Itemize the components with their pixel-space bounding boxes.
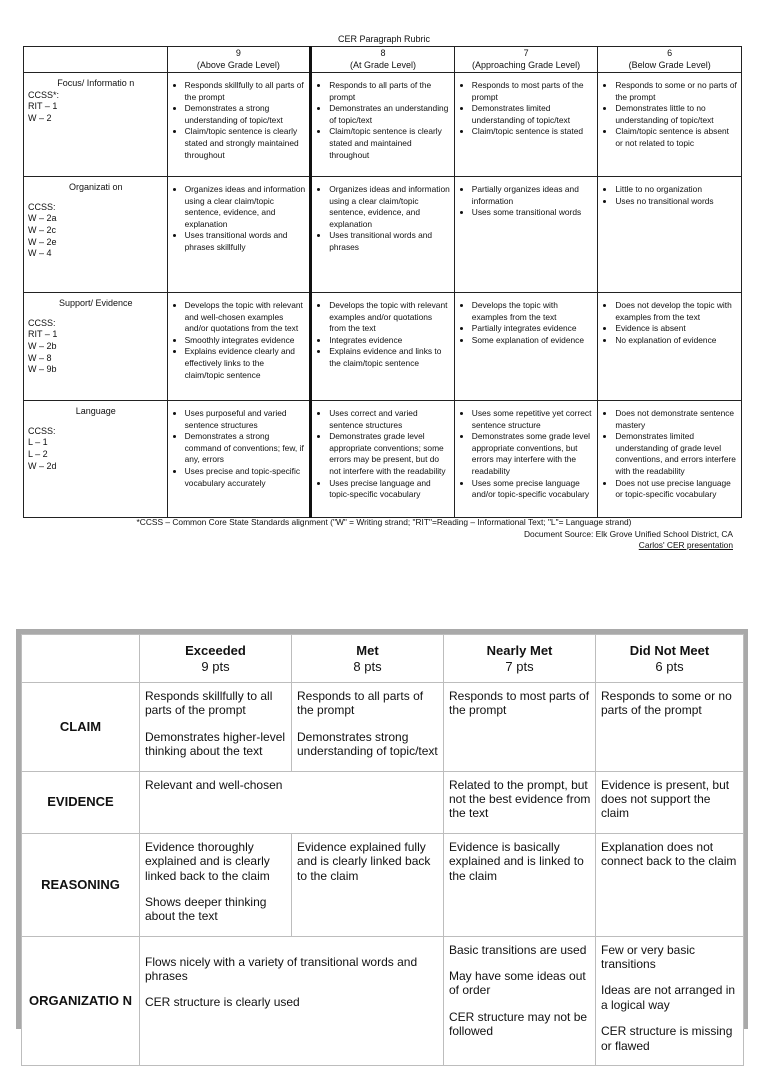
level-header-met: Met 8 pts bbox=[292, 635, 444, 683]
corner-cell bbox=[22, 635, 140, 683]
criterion-bullet: • Demonstrates grade level appropriate conventions; some errors may be present, but do not interfere with the readability bbox=[329, 431, 450, 477]
ccss-code: RIT – 1 bbox=[28, 329, 58, 340]
bullet-list bbox=[456, 178, 597, 219]
criterion-bullet: • Demonstrates limited understanding of grade level conventions, and errors interfere with the readability bbox=[615, 431, 737, 477]
ccss-code: L – 1 bbox=[28, 437, 48, 448]
criterion-bullet: • Develops the topic with relevant and well-chosen examples and/or quotations from the text bbox=[185, 300, 306, 335]
descriptor-text: Evidence explained fully and is clearly linked back to the claim bbox=[297, 839, 431, 883]
claim-row bbox=[22, 683, 744, 772]
criterion-bullet: • Develops the topic with examples from the text bbox=[472, 300, 594, 323]
criterion-bullet: • Explains evidence and links to the claim/topic sentence bbox=[329, 346, 450, 369]
organization-row bbox=[22, 936, 744, 1065]
bullet-list bbox=[456, 74, 597, 138]
criterion-label bbox=[24, 293, 168, 401]
reasoning-met-cell bbox=[292, 833, 444, 936]
bullet-list bbox=[169, 294, 309, 381]
rubric1-row-support-evidence bbox=[24, 293, 742, 401]
reasoning-nearly-met-cell bbox=[444, 833, 596, 936]
document-source: Document Source: Elk Grove Unified School District, CA bbox=[524, 529, 733, 539]
rubric-cell bbox=[167, 73, 311, 177]
criterion-bullet: • Demonstrates a strong understanding of topic/text bbox=[185, 103, 306, 126]
criterion-bullet: • No explanation of evidence bbox=[615, 335, 737, 347]
cer-points-rubric-frame bbox=[16, 629, 748, 1053]
descriptor-text: Evidence is basically explained and is linked to the claim bbox=[449, 839, 584, 883]
rubric-cell bbox=[311, 177, 455, 293]
criterion-title: Support/ Evidence bbox=[59, 298, 133, 308]
criterion-label bbox=[24, 401, 168, 518]
criterion-bullet: • Responds to most parts of the prompt bbox=[472, 80, 594, 103]
rubric1-row-language bbox=[24, 401, 742, 518]
cer-presentation-link[interactable]: Carlos' CER presentation bbox=[638, 540, 733, 550]
criterion-bullet: • Does not develop the topic with examples from the text bbox=[615, 300, 737, 323]
criterion-bullet: • Uses precise and topic-specific vocabulary accurately bbox=[185, 466, 306, 489]
criterion-bullet: • Uses some repetitive yet correct sentence structure bbox=[472, 408, 594, 431]
evidence-did-not-meet-cell bbox=[596, 771, 744, 833]
ccss-code: CCSS*: bbox=[28, 89, 60, 100]
criterion-bullet: • Organizes ideas and information using a clear claim/topic sentence, evidence, and explanation bbox=[185, 184, 306, 230]
rubric-cell bbox=[454, 177, 598, 293]
bullet-list bbox=[313, 402, 453, 501]
ccss-code: W – 8 bbox=[28, 352, 52, 363]
corner-cell bbox=[24, 47, 168, 73]
descriptor-text: Evidence is present, but does not support the claim bbox=[601, 777, 730, 821]
criterion-bullet: • Explains evidence clearly and effectively links to the claim/topic sentence bbox=[185, 346, 306, 381]
rubric-cell bbox=[598, 177, 742, 293]
criterion-bullet: • Claim/topic sentence is clearly stated and strongly maintained throughout bbox=[185, 126, 306, 161]
reasoning-did-not-meet-cell bbox=[596, 833, 744, 936]
criterion-bullet: • Claim/topic sentence is clearly stated and maintained throughout bbox=[329, 126, 450, 161]
organization-nearly-met-cell bbox=[444, 936, 596, 1065]
rubric-cell bbox=[598, 73, 742, 177]
claim-nearly-met-cell bbox=[444, 683, 596, 772]
descriptor-text: Demonstrates strong understanding of topic/text bbox=[297, 729, 438, 759]
bullet-list bbox=[313, 294, 453, 370]
claim-did-not-meet-cell bbox=[596, 683, 744, 772]
criterion-bullet: • Partially integrates evidence bbox=[472, 323, 594, 335]
criterion-title: Focus/ Informatio n bbox=[57, 78, 135, 88]
rubric-cell bbox=[311, 401, 455, 518]
criterion-title: Language bbox=[75, 406, 116, 416]
bullet-list bbox=[599, 74, 740, 150]
evidence-nearly-met-cell bbox=[444, 771, 596, 833]
descriptor-text: Relevant and well-chosen bbox=[145, 777, 283, 792]
descriptor-text: Evidence thoroughly explained and is clearly linked back to the claim bbox=[145, 839, 270, 883]
rubric-cell bbox=[311, 293, 455, 401]
descriptor-text: May have some ideas out of order bbox=[449, 969, 586, 998]
ccss-code: W – 2a bbox=[28, 213, 57, 224]
criterion-bullet: • Uses transitional words and phrases skillfully bbox=[185, 230, 306, 253]
ccss-code: RIT – 1 bbox=[28, 101, 58, 112]
criterion-label bbox=[24, 177, 168, 293]
reasoning-exceeded-cell bbox=[140, 833, 292, 936]
level-header-exceeded: Exceeded 9 pts bbox=[140, 635, 292, 683]
level-header-nearly-met: Nearly Met 7 pts bbox=[444, 635, 596, 683]
descriptor-text: Ideas are not arranged in a logical way bbox=[601, 983, 736, 1012]
organization-did-not-meet-cell bbox=[596, 936, 744, 1065]
descriptor-text: Explanation does not connect back to the claim bbox=[601, 839, 737, 869]
rubric-cell bbox=[167, 401, 311, 518]
rubric-cell bbox=[167, 293, 311, 401]
criterion-title: Organizati on bbox=[69, 182, 123, 192]
ccss-code: W – 4 bbox=[28, 248, 52, 259]
rubric-cell bbox=[311, 73, 455, 177]
criterion-label: ORGANIZATIO N bbox=[22, 936, 140, 1065]
bullet-list bbox=[313, 74, 453, 161]
descriptor-text: Basic transitions are used bbox=[449, 942, 587, 957]
criterion-bullet: • Demonstrates a strong command of conventions; few, if any, errors bbox=[185, 431, 306, 466]
criterion-label bbox=[24, 73, 168, 177]
criterion-bullet: • Responds to all parts of the prompt bbox=[329, 80, 450, 103]
descriptor-text: Shows deeper thinking about the text bbox=[145, 894, 267, 924]
criterion-bullet: • Uses some precise language and/or topic-specific vocabulary bbox=[472, 478, 594, 501]
descriptor-text: CER structure may not be followed bbox=[449, 1009, 588, 1039]
criterion-label: CLAIM bbox=[22, 683, 140, 772]
cer-paragraph-rubric-table bbox=[23, 46, 742, 518]
criterion-bullet: • Little to no organization bbox=[615, 184, 737, 196]
bullet-list bbox=[599, 178, 740, 207]
rubric1-row-focus bbox=[24, 73, 742, 177]
criterion-bullet: • Uses some transitional words bbox=[472, 207, 594, 219]
criterion-bullet: • Responds skillfully to all parts of the prompt bbox=[185, 80, 306, 103]
descriptor-text: CER structure is missing or flawed bbox=[601, 1024, 733, 1053]
criterion-label: EVIDENCE bbox=[22, 771, 140, 833]
level-header-8: 8 (At Grade Level) bbox=[311, 47, 455, 73]
organization-exceeded-met-cell bbox=[140, 936, 444, 1065]
ccss-code: L – 2 bbox=[28, 449, 48, 460]
bullet-list bbox=[313, 178, 453, 254]
ccss-code: CCSS: bbox=[28, 201, 56, 212]
rubric-cell bbox=[598, 401, 742, 518]
descriptor-text: CER structure is clearly used bbox=[145, 995, 300, 1010]
descriptor-text: Responds to most parts of the prompt bbox=[449, 689, 590, 718]
criterion-bullet: • Does not demonstrate sentence mastery bbox=[615, 408, 737, 431]
evidence-exceeded-met-cell bbox=[140, 771, 444, 833]
evidence-row bbox=[22, 771, 744, 833]
claim-exceeded-cell bbox=[140, 683, 292, 772]
ccss-code: W – 2b bbox=[28, 341, 57, 352]
rubric-cell bbox=[454, 293, 598, 401]
rubric-cell bbox=[454, 73, 598, 177]
criterion-bullet: • Demonstrates limited understanding of topic/text bbox=[472, 103, 594, 126]
descriptor-text: Flows nicely with a variety of transitional words and phrases bbox=[145, 954, 418, 984]
ccss-code: W – 2e bbox=[28, 236, 57, 247]
rubric1-row-organization bbox=[24, 177, 742, 293]
rubric-cell bbox=[454, 401, 598, 518]
criterion-bullet: • Claim/topic sentence is stated bbox=[472, 126, 594, 138]
cer-points-rubric-table bbox=[21, 634, 744, 1066]
bullet-list bbox=[169, 178, 309, 254]
rubric1-title: CER Paragraph Rubric bbox=[337, 34, 431, 44]
descriptor-text: Demonstrates higher-level thinking about the text bbox=[145, 729, 286, 759]
criterion-bullet: • Some explanation of evidence bbox=[472, 335, 594, 347]
criterion-bullet: • Evidence is absent bbox=[615, 323, 737, 335]
rubric-cell bbox=[167, 177, 311, 293]
criterion-bullet: • Uses correct and varied sentence structures bbox=[329, 408, 450, 431]
criterion-bullet: • Develops the topic with relevant examples and/or quotations from the text bbox=[329, 300, 450, 335]
criterion-bullet: • Demonstrates little to no understanding of topic/text bbox=[615, 103, 737, 126]
criterion-bullet: • Uses purposeful and varied sentence structures bbox=[185, 408, 306, 431]
criterion-bullet: • Smoothly integrates evidence bbox=[185, 335, 306, 347]
bullet-list bbox=[456, 294, 597, 346]
descriptor-text: Responds to some or no parts of the prompt bbox=[601, 689, 732, 718]
criterion-bullet: • Responds to some or no parts of the prompt bbox=[615, 80, 737, 103]
bullet-list bbox=[599, 402, 740, 501]
descriptor-text: Related to the prompt, but not the best evidence from the text bbox=[449, 777, 591, 821]
level-header-did-not-meet: Did Not Meet 6 pts bbox=[596, 635, 744, 683]
claim-met-cell bbox=[292, 683, 444, 772]
descriptor-text: Few or very basic transitions bbox=[601, 942, 696, 972]
descriptor-text: Responds to all parts of the prompt bbox=[297, 689, 424, 718]
reasoning-row bbox=[22, 833, 744, 936]
bullet-list bbox=[456, 402, 597, 501]
ccss-code: CCSS: bbox=[28, 425, 56, 436]
criterion-bullet: • Partially organizes ideas and information bbox=[472, 184, 594, 207]
ccss-code: CCSS: bbox=[28, 317, 56, 328]
bullet-list bbox=[169, 402, 309, 489]
criterion-bullet: • Integrates evidence bbox=[329, 335, 450, 347]
level-header-9: 9 (Above Grade Level) bbox=[167, 47, 311, 73]
level-header-7: 7 (Approaching Grade Level) bbox=[454, 47, 598, 73]
ccss-code: W – 2c bbox=[28, 225, 57, 236]
criterion-bullet: • Organizes ideas and information using a clear claim/topic sentence, evidence, and explanation bbox=[329, 184, 450, 230]
ccss-code: W – 2 bbox=[28, 113, 52, 124]
criterion-bullet: • Uses no transitional words bbox=[615, 196, 737, 208]
level-header-6: 6 (Below Grade Level) bbox=[598, 47, 742, 73]
rubric-cell bbox=[598, 293, 742, 401]
criterion-bullet: • Does not use precise language or topic-specific vocabulary bbox=[615, 478, 737, 501]
bullet-list bbox=[169, 74, 309, 161]
descriptor-text: Responds skillfully to all parts of the prompt bbox=[145, 689, 273, 718]
ccss-code: W – 9b bbox=[28, 364, 57, 375]
ccss-footnote: *CCSS – Common Core State Standards alignment ("W" = Writing strand; "RIT"=Reading – Informational Text; "L"= Language strand) bbox=[136, 517, 632, 527]
ccss-code: W – 2d bbox=[28, 460, 57, 471]
criterion-bullet: • Demonstrates an understanding of topic/text bbox=[329, 103, 450, 126]
criterion-label: REASONING bbox=[22, 833, 140, 936]
criterion-bullet: • Uses transitional words and phrases bbox=[329, 230, 450, 253]
criterion-bullet: • Claim/topic sentence is absent or not related to topic bbox=[615, 126, 737, 149]
bullet-list bbox=[599, 294, 740, 346]
criterion-bullet: • Uses precise language and topic-specific vocabulary bbox=[329, 478, 450, 501]
criterion-bullet: • Demonstrates some grade level appropriate conventions, but errors may interfere with the readability bbox=[472, 431, 594, 477]
